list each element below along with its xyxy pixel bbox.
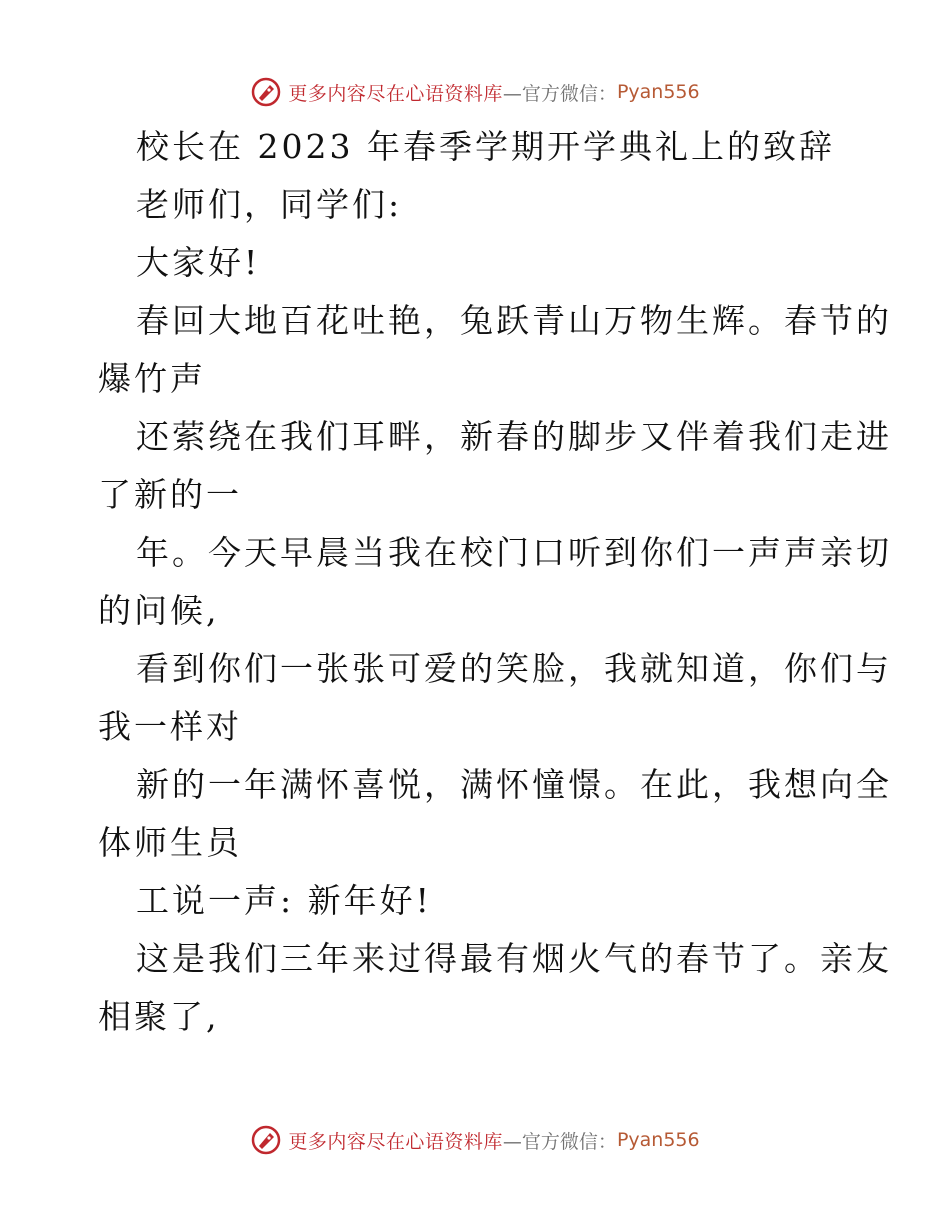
paragraph-line: 春回大地百花吐艳，兔跃青山万物生辉。春节的 [136,301,892,340]
header-banner [0,72,950,112]
paragraph-line: 年。今天早晨当我在校门口听到你们一声声亲切 [136,533,892,572]
footer-text-id: Pyan556 [616,1129,700,1151]
pen-nib-logo-icon [250,1124,282,1156]
pen-nib-logo-icon [250,76,282,108]
paragraph-line: 看到你们一张张可爱的笑脸，我就知道，你们与 [136,649,892,688]
salutation: 老师们，同学们: [136,185,403,224]
paragraph-line: 爆竹声 [98,359,206,398]
header-text-library: 更多内容尽在心语资料库 [288,82,503,105]
footer-banner [0,1120,950,1160]
document-title: 校长在 2023 年春季学期开学典礼上的致辞 [136,127,835,166]
paragraph-line: 新的一年满怀喜悦，满怀憧憬。在此，我想向全 [136,765,892,804]
footer-text-library: 更多内容尽在心语资料库 [288,1130,503,1153]
document-body [98,118,892,1046]
paragraph-line: 还萦绕在我们耳畔，新春的脚步又伴着我们走进 [136,417,892,456]
paragraph-line: 这是我们三年来过得最有烟火气的春节了。亲友 [136,939,892,978]
footer-text-wechat: —官方微信： [502,1130,617,1153]
paragraph-line: 了新的一 [98,475,242,514]
paragraph-line: 体师生员 [98,823,242,862]
paragraph-line: 工说一声: 新年好! [136,881,432,920]
paragraph-line: 相聚了, [98,997,220,1036]
header-text-id: Pyan556 [616,81,700,103]
paragraph-line: 我一样对 [98,707,242,746]
greeting: 大家好! [136,243,261,282]
header-text-wechat: —官方微信： [502,82,617,105]
paragraph-line: 的问候, [98,591,220,630]
